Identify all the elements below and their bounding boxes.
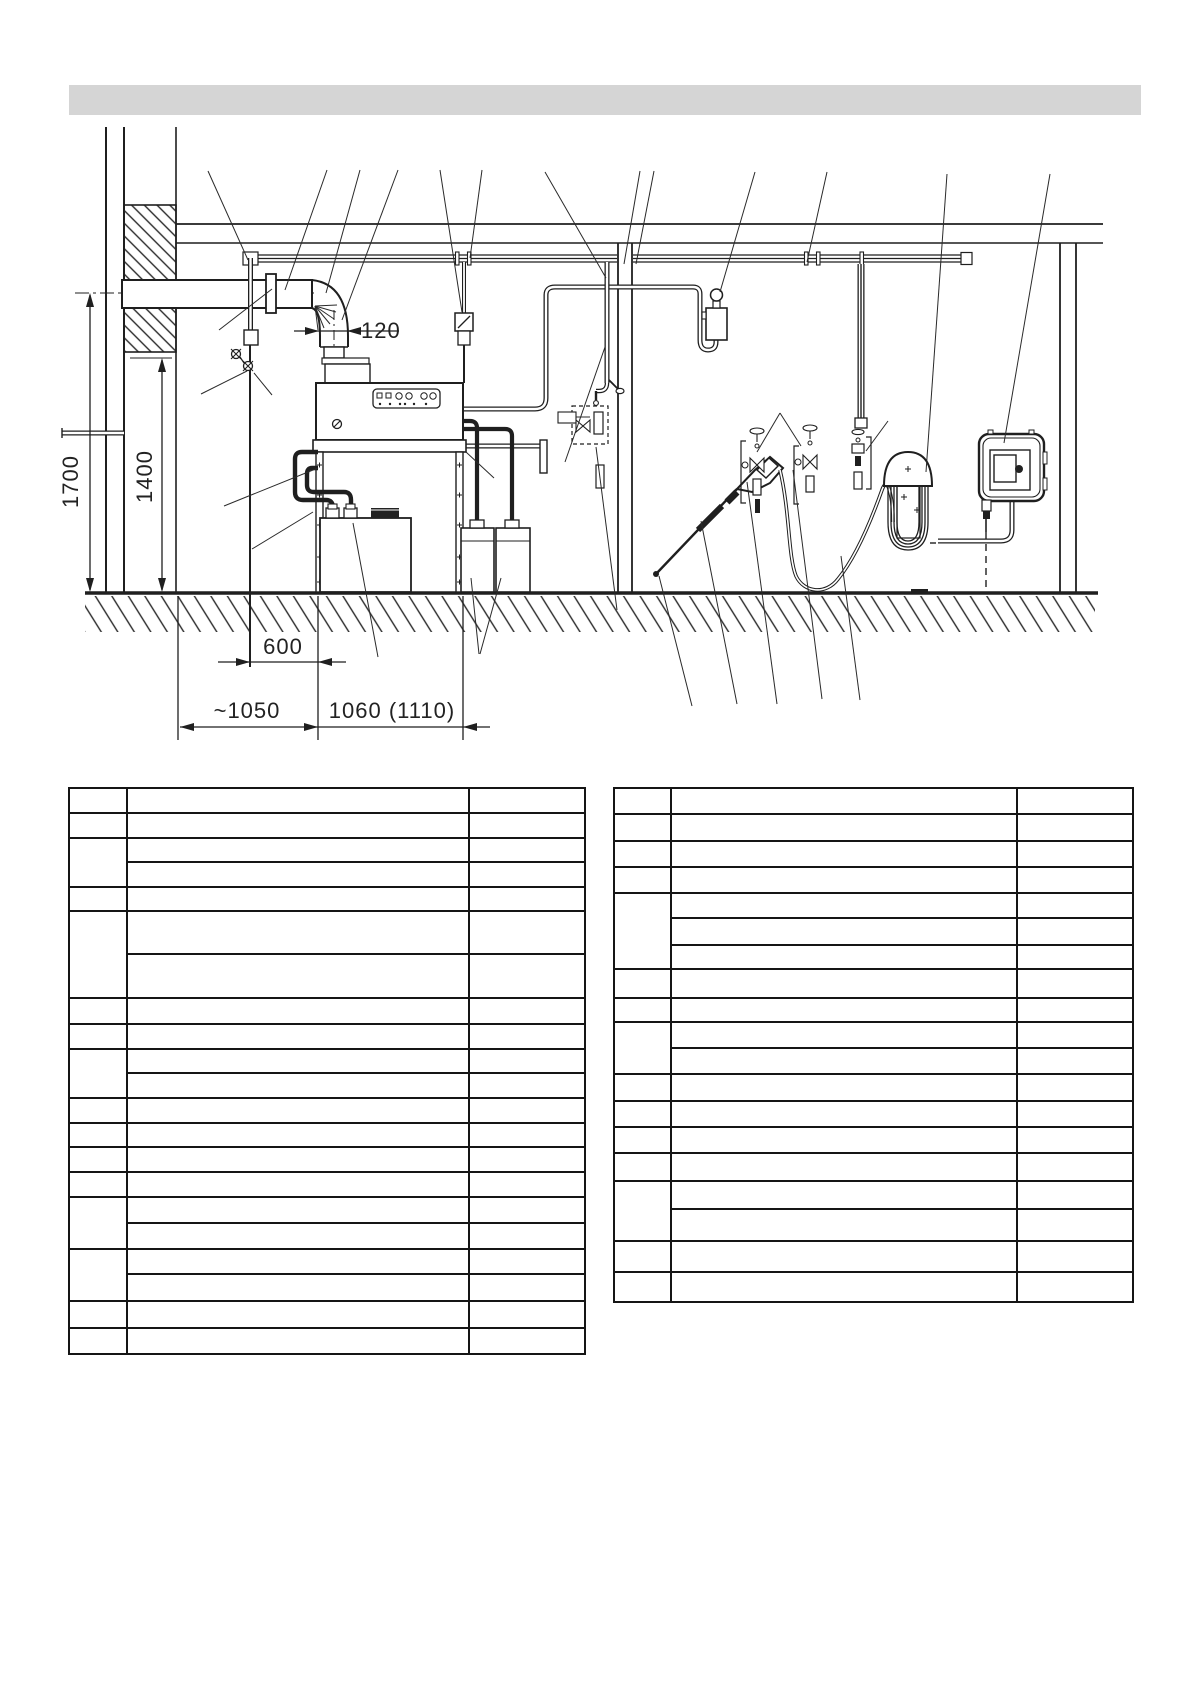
item-number-cell bbox=[69, 1024, 127, 1049]
item-number-cell bbox=[614, 867, 671, 893]
item-number-cell bbox=[69, 1098, 127, 1123]
description-cell bbox=[671, 867, 1017, 893]
item-number-cell bbox=[69, 1049, 127, 1098]
description-cell bbox=[671, 841, 1017, 867]
description-cell bbox=[671, 1127, 1017, 1153]
parts-table-left bbox=[68, 787, 586, 1355]
description-cell bbox=[671, 1241, 1017, 1272]
order-number-cell bbox=[469, 887, 585, 911]
order-number-cell bbox=[469, 1197, 585, 1223]
order-number-cell bbox=[1017, 1181, 1133, 1209]
order-number-cell bbox=[469, 813, 585, 838]
item-number-cell bbox=[69, 911, 127, 998]
table-row bbox=[69, 1223, 585, 1249]
table-row bbox=[69, 1328, 585, 1354]
description-cell bbox=[671, 1022, 1017, 1048]
order-number-cell bbox=[469, 954, 585, 998]
order-number-cell bbox=[469, 1098, 585, 1123]
description-cell bbox=[127, 862, 469, 887]
order-number-cell bbox=[1017, 1127, 1133, 1153]
item-number-cell bbox=[614, 814, 671, 841]
order-number-cell bbox=[1017, 1153, 1133, 1181]
table-row bbox=[614, 1074, 1133, 1101]
table-row bbox=[69, 1249, 585, 1274]
description-cell bbox=[671, 1048, 1017, 1074]
table-row bbox=[614, 1181, 1133, 1209]
order-number-cell bbox=[1017, 969, 1133, 998]
order-number-cell bbox=[1017, 1209, 1133, 1241]
pressure-switch-device bbox=[702, 289, 727, 340]
order-number-cell bbox=[469, 788, 585, 813]
description-cell bbox=[671, 998, 1017, 1022]
description-cell bbox=[671, 814, 1017, 841]
item-number-cell bbox=[614, 1127, 671, 1153]
table-row bbox=[69, 1172, 585, 1197]
order-number-cell bbox=[469, 1073, 585, 1098]
description-cell bbox=[127, 1197, 469, 1223]
hose-reel bbox=[911, 430, 1047, 594]
order-number-cell bbox=[1017, 1272, 1133, 1302]
svg-text:600: 600 bbox=[263, 634, 303, 659]
item-number-cell bbox=[69, 1147, 127, 1172]
order-number-cell bbox=[1017, 1048, 1133, 1074]
description-cell bbox=[127, 1024, 469, 1049]
table-row bbox=[614, 1209, 1133, 1241]
order-number-cell bbox=[469, 1049, 585, 1073]
order-number-cell bbox=[469, 998, 585, 1024]
order-number-cell bbox=[469, 1301, 585, 1328]
item-number-cell bbox=[614, 1101, 671, 1127]
table-row bbox=[69, 998, 585, 1024]
description-cell bbox=[127, 1073, 469, 1098]
item-number-cell bbox=[614, 1074, 671, 1101]
table-row bbox=[69, 911, 585, 954]
table-row bbox=[614, 1272, 1133, 1302]
order-number-cell bbox=[1017, 1074, 1133, 1101]
table-row bbox=[69, 813, 585, 838]
table-row bbox=[614, 1153, 1133, 1181]
item-number-cell bbox=[614, 1022, 671, 1074]
item-number-cell bbox=[614, 1153, 671, 1181]
order-number-cell bbox=[1017, 998, 1133, 1022]
description-cell bbox=[671, 1153, 1017, 1181]
item-number-cell bbox=[614, 1181, 671, 1241]
description-cell bbox=[671, 918, 1017, 945]
dim-1060-label: 1060 (1110) bbox=[328, 698, 456, 723]
item-number-cell bbox=[69, 1172, 127, 1197]
item-number-cell bbox=[614, 1272, 671, 1302]
table-row bbox=[69, 1123, 585, 1147]
table-row bbox=[69, 1024, 585, 1049]
description-cell bbox=[127, 1301, 469, 1328]
table-row bbox=[69, 788, 585, 813]
partition-wall-right bbox=[1060, 243, 1076, 592]
item-number-cell bbox=[614, 788, 671, 814]
description-cell bbox=[127, 813, 469, 838]
item-number-cell bbox=[69, 838, 127, 887]
description-cell bbox=[127, 1274, 469, 1301]
order-number-cell bbox=[1017, 841, 1133, 867]
order-number-cell bbox=[1017, 1101, 1133, 1127]
order-number-cell bbox=[1017, 945, 1133, 969]
order-number-cell bbox=[469, 1223, 585, 1249]
description-cell bbox=[127, 887, 469, 911]
item-number-cell bbox=[69, 1249, 127, 1301]
description-cell bbox=[127, 1098, 469, 1123]
table-row bbox=[69, 1301, 585, 1328]
table-row bbox=[614, 998, 1133, 1022]
order-number-cell bbox=[1017, 918, 1133, 945]
accessory-kits bbox=[741, 425, 871, 513]
item-number-cell bbox=[69, 1301, 127, 1328]
partition-wall-middle bbox=[618, 243, 632, 592]
table-row bbox=[69, 1049, 585, 1073]
order-number-cell bbox=[1017, 893, 1133, 918]
table-row bbox=[614, 867, 1133, 893]
spray-gun bbox=[653, 457, 783, 577]
description-cell bbox=[127, 838, 469, 862]
description-cell bbox=[671, 1209, 1017, 1241]
item-number-cell bbox=[69, 1328, 127, 1354]
chimney-wall-block bbox=[124, 205, 176, 352]
description-cell bbox=[127, 1172, 469, 1197]
dimension-1700 bbox=[58, 293, 94, 592]
description-cell bbox=[127, 1328, 469, 1354]
description-cell bbox=[671, 945, 1017, 969]
fuel-tank bbox=[320, 504, 411, 592]
table-row bbox=[69, 862, 585, 887]
item-number-cell bbox=[614, 969, 671, 998]
order-number-cell bbox=[469, 1123, 585, 1147]
table-row bbox=[614, 969, 1133, 998]
item-number-cell bbox=[614, 998, 671, 1022]
description-cell bbox=[671, 969, 1017, 998]
item-number-cell bbox=[69, 1123, 127, 1147]
description-cell bbox=[671, 1074, 1017, 1101]
table-row bbox=[614, 945, 1133, 969]
description-cell bbox=[127, 1123, 469, 1147]
table-row bbox=[614, 1101, 1133, 1127]
order-number-cell bbox=[1017, 1022, 1133, 1048]
order-number-cell bbox=[469, 1147, 585, 1172]
table-row bbox=[69, 1147, 585, 1172]
description-cell bbox=[671, 893, 1017, 918]
table-row bbox=[614, 893, 1133, 918]
table-row bbox=[614, 1127, 1133, 1153]
duct-flange bbox=[266, 274, 276, 313]
description-cell bbox=[127, 1223, 469, 1249]
item-number-cell bbox=[69, 998, 127, 1024]
order-number-cell bbox=[469, 1328, 585, 1354]
description-cell bbox=[127, 788, 469, 813]
table-row bbox=[614, 1022, 1133, 1048]
table-row bbox=[614, 814, 1133, 841]
high-pressure-hose bbox=[780, 470, 893, 590]
exhaust-duct bbox=[75, 274, 370, 390]
item-number-cell bbox=[69, 813, 127, 838]
table-row bbox=[614, 788, 1133, 814]
table-row bbox=[614, 1048, 1133, 1074]
item-number-cell bbox=[614, 893, 671, 969]
parts-table-right bbox=[613, 787, 1134, 1303]
installation-diagram bbox=[0, 0, 1191, 780]
order-number-cell bbox=[469, 1274, 585, 1301]
order-number-cell bbox=[469, 911, 585, 954]
description-cell bbox=[127, 1249, 469, 1274]
detergent-pipe-2 bbox=[463, 429, 512, 522]
table-row bbox=[69, 1073, 585, 1098]
table-row bbox=[69, 1098, 585, 1123]
description-cell bbox=[671, 1181, 1017, 1209]
table-row bbox=[69, 1197, 585, 1223]
dim-1050-label: ~1050 bbox=[213, 698, 281, 723]
description-cell bbox=[127, 998, 469, 1024]
description-cell bbox=[671, 1272, 1017, 1302]
item-number-cell bbox=[614, 1241, 671, 1272]
order-number-cell bbox=[1017, 814, 1133, 841]
table-row bbox=[69, 838, 585, 862]
accessory-drop-pipe bbox=[855, 264, 867, 428]
item-number-cell bbox=[69, 1197, 127, 1249]
detergent-pipe-1 bbox=[463, 421, 477, 522]
water-tap bbox=[558, 380, 624, 488]
svg-text:120: 120 bbox=[361, 318, 401, 343]
item-number-cell bbox=[614, 841, 671, 867]
order-number-cell bbox=[1017, 788, 1133, 814]
item-number-cell bbox=[69, 788, 127, 813]
dimension-1400 bbox=[130, 358, 172, 592]
table-row bbox=[614, 841, 1133, 867]
svg-text:1400: 1400 bbox=[132, 450, 157, 503]
order-number-cell bbox=[469, 862, 585, 887]
order-number-cell bbox=[1017, 1241, 1133, 1272]
description-cell bbox=[671, 1101, 1017, 1127]
order-number-cell bbox=[469, 1172, 585, 1197]
description-cell bbox=[127, 911, 469, 954]
table-row bbox=[69, 887, 585, 911]
order-number-cell bbox=[469, 838, 585, 862]
floor-hatch bbox=[85, 596, 1095, 632]
table-row bbox=[614, 918, 1133, 945]
table-row bbox=[614, 1241, 1133, 1272]
order-number-cell bbox=[469, 1024, 585, 1049]
description-cell bbox=[127, 954, 469, 998]
table-row bbox=[69, 1274, 585, 1301]
flow-sensor bbox=[455, 262, 473, 383]
order-number-cell bbox=[469, 1249, 585, 1274]
floor-fitting bbox=[911, 589, 928, 594]
description-cell bbox=[127, 1147, 469, 1172]
description-cell bbox=[671, 788, 1017, 814]
svg-text:1700: 1700 bbox=[58, 455, 83, 508]
item-number-cell bbox=[69, 887, 127, 911]
table-row bbox=[69, 954, 585, 998]
description-cell bbox=[127, 1049, 469, 1073]
order-number-cell bbox=[1017, 867, 1133, 893]
high-pressure-pipe bbox=[462, 287, 716, 409]
